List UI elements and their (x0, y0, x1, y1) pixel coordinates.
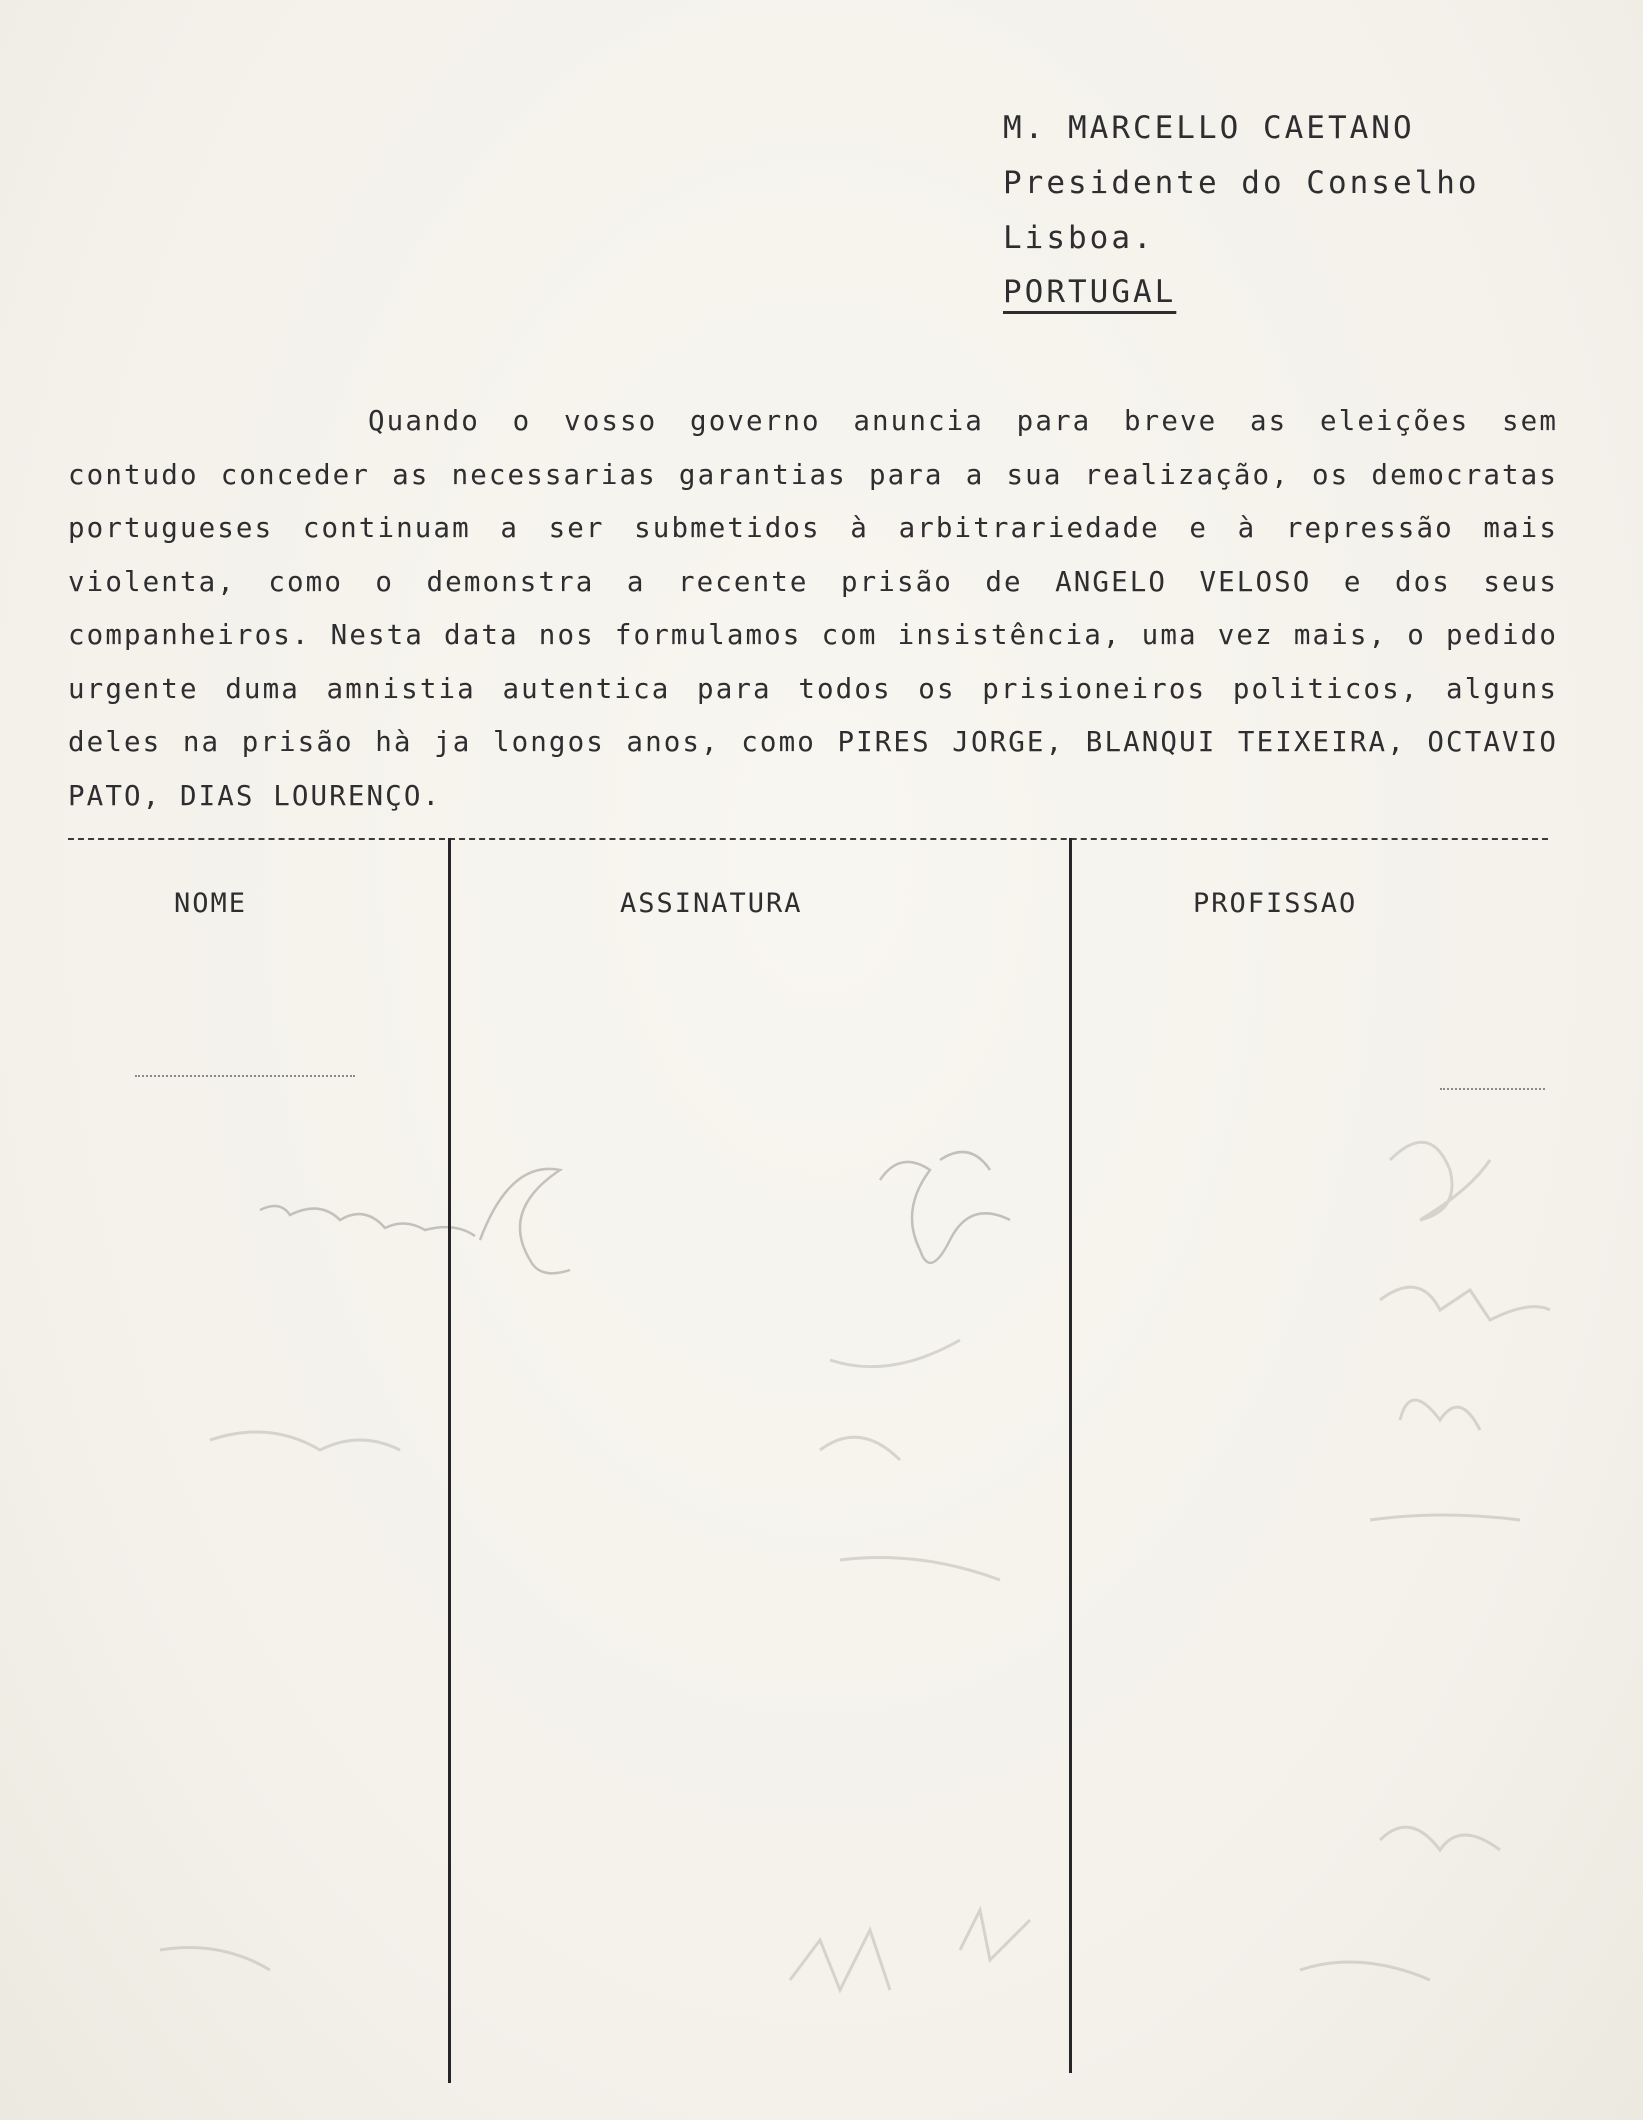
signature-row-dotted-line-right (1440, 1088, 1545, 1090)
recipient-country: PORTUGAL (1003, 274, 1177, 310)
recipient-title: Presidente do Conselho (1003, 165, 1480, 201)
recipient-city: Lisboa. (1003, 220, 1155, 256)
recipient-name: M. MARCELLO CAETANO (1003, 110, 1415, 146)
table-column-divider-2 (1069, 838, 1072, 2073)
table-top-rule (68, 838, 1548, 840)
column-header-nome: NOME (174, 888, 248, 919)
signature-row-dotted-line (135, 1075, 355, 1077)
table-column-divider-1 (448, 838, 451, 2083)
column-header-profissao: PROFISSAO (1193, 888, 1358, 919)
column-header-assinatura: ASSINATURA (620, 888, 803, 919)
letter-body: Quando o vosso governo anuncia para breve as eleições sem contudo conceder as necessarias garantias para a sua realização, os democratas portugueses continuam a ser submetidos à arbitrariedade e à repressão mais violenta, como o demonstra a recente prisão de ANGELO VELOSO e dos seus companheiros. Nesta data nos formulamos com insistência, uma vez mais, o pedido urgente duma amnistia autentica para todos os prisioneiros politicos, alguns deles na prisão hà ja longos anos, como PIRES JORGE, BLANQUI TEIXEIRA, OCTAVIO PATO, DIAS LOURENÇO. (68, 405, 1558, 812)
